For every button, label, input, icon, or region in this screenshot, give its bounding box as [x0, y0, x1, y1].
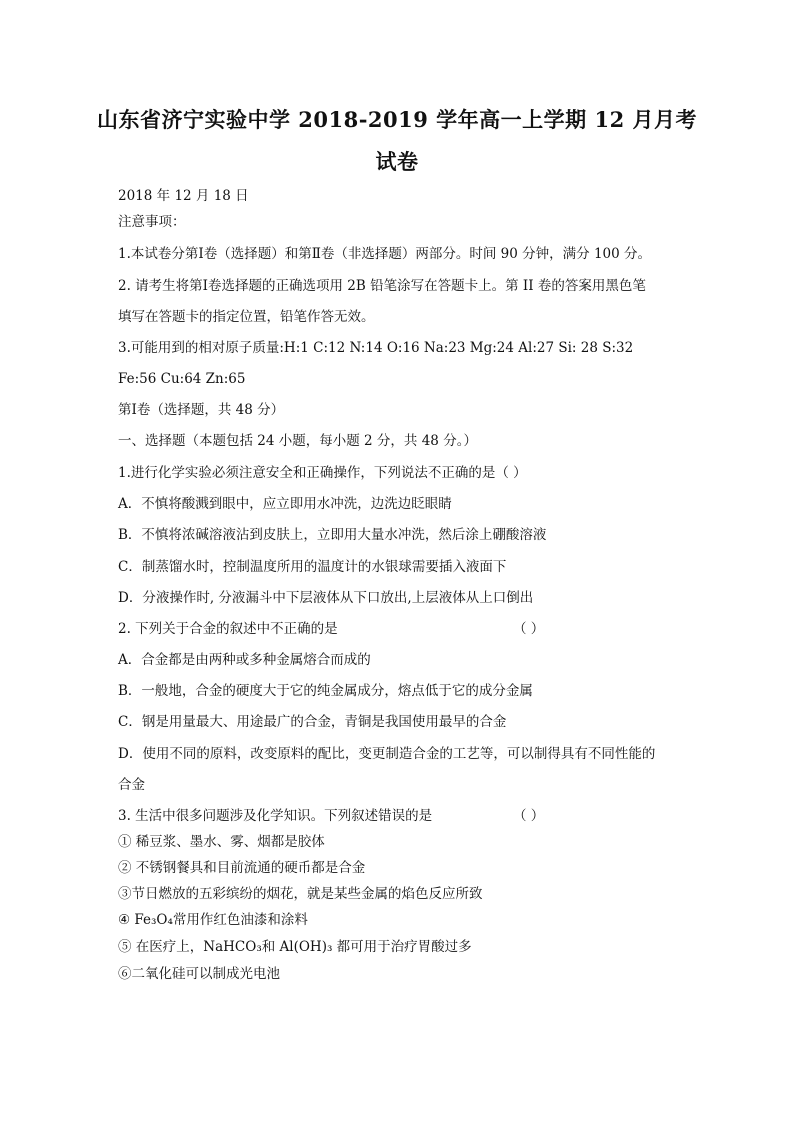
notice-item: Fe:56 Cu:64 Zn:65 — [118, 371, 246, 387]
question-1-option-a: A．不慎将酸溅到眼中，应立即用水冲洗，边洗边眨眼睛 — [118, 496, 452, 512]
question-1-stem: 1.进行化学实验必须注意安全和正确操作，下列说法不正确的是（ ） — [118, 465, 527, 481]
notice-item: 填写在答题卡的指定位置，铅笔作答无效。 — [118, 309, 375, 325]
question-3-answer-paren: （ ） — [513, 808, 545, 824]
question-2-option-a: A．合金都是由两种或多种金属熔合而成的 — [118, 652, 371, 668]
notice-item: 2. 请考生将第Ⅰ卷选择题的正确选项用 2B 铅笔涂写在答题卡上。第 II 卷的答案用黑色笔 — [118, 278, 646, 294]
question-3-item: ④ Fe₃O₄常用作红色油漆和涂料 — [118, 912, 308, 928]
question-2-option-d-continued: 合金 — [118, 777, 145, 793]
notice-item: 1.本试卷分第Ⅰ卷（选择题）和第Ⅱ卷（非选择题）两部分。时间 90 分钟，满分 100 分。 — [118, 246, 651, 262]
exam-title-line1: 山东省济宁实验中学 2018-2019 学年高一上学期 12 月月考 — [96, 107, 698, 132]
question-1-option-b: B．不慎将浓碱溶液沾到皮肤上，立即用大量水冲洗，然后涂上硼酸溶液 — [118, 527, 547, 543]
question-2-option-c: C．钢是用量最大、用途最广的合金，青铜是我国使用最早的合金 — [118, 714, 507, 730]
question-3-item: ② 不锈钢餐具和目前流通的硬币都是合金 — [118, 860, 366, 876]
question-1-option-c: C．制蒸馏水时，控制温度所用的温度计的水银球需要插入液面下 — [118, 559, 507, 575]
question-3-item: ③节日燃放的五彩缤纷的烟花，就是某些金属的焰色反应所致 — [118, 886, 483, 902]
exam-date: 2018 年 12 月 18 日 — [118, 188, 249, 204]
part1-heading: 第Ⅰ卷（选择题，共 48 分） — [118, 402, 285, 418]
question-2-stem: 2. 下列关于合金的叙述中不正确的是 — [118, 621, 338, 637]
question-2-option-b: B．一般地，合金的硬度大于它的纯金属成分，熔点低于它的成分金属 — [118, 683, 533, 699]
exam-title-line2: 试卷 — [375, 149, 419, 174]
notice-heading: 注意事项： — [118, 214, 186, 230]
question-3-item: ⑤ 在医疗上，NaHCO₃和 Al(OH)₃ 都可用于治疗胃酸过多 — [118, 939, 472, 955]
question-2-option-d: D．使用不同的原料，改变原料的配比，变更制造合金的工艺等，可以制得具有不同性能的 — [118, 746, 656, 762]
notice-item: 3.可能用到的相对原子质量:H:1 C:12 N:14 O:16 Na:23 Mg:24 Al:27 Si: 28 S:32 — [118, 340, 634, 356]
question-2-answer-paren: （ ） — [513, 621, 545, 637]
question-3-item: ① 稀豆浆、墨水、雾、烟都是胶体 — [118, 834, 325, 850]
section-heading: 一、选择题（本题包括 24 小题，每小题 2 分，共 48 分。） — [118, 433, 477, 449]
question-1-option-d: D．分液操作时, 分液漏斗中下层液体从下口放出,上层液体从上口倒出 — [118, 590, 534, 606]
question-3-item: ⑥二氧化硅可以制成光电池 — [118, 966, 280, 982]
question-3-stem: 3. 生活中很多问题涉及化学知识。下列叙述错误的是 — [118, 808, 433, 824]
